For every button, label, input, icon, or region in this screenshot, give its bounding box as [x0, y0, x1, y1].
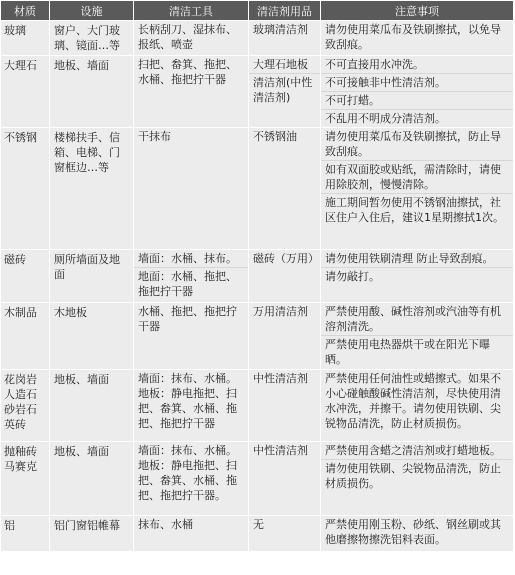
material-cell: 抛釉砖马赛克 — [4, 445, 37, 473]
header-notes: 注意事项 — [321, 1, 514, 21]
tools-cell: 长柄刮刀、湿抹布、报纸、喷壶 — [138, 23, 237, 51]
note-item: 请勿使用铁刷、尖锐物品清洗，防止 材质损伤。 — [325, 462, 501, 490]
table-row — [1, 442, 514, 516]
note-item: 请勿敲打。 — [325, 270, 380, 283]
tools-cell: 水桶、拖把、拖把拧干器 — [138, 305, 237, 333]
cleaner-cell: 清洁剂(中性清洁剂) — [253, 76, 313, 104]
table-row — [1, 303, 514, 370]
note-item: 施工期间暂勿使用不锈钢油擦拭，社区住户入住后，建议1星期擦拭1次。 — [325, 196, 504, 224]
table-row — [1, 516, 514, 552]
facility-cell: 厕所墙面及地面 — [54, 253, 120, 281]
header-facility: 设施 — [50, 1, 134, 21]
tools-cell: 抹布、水桶 — [138, 518, 193, 531]
tools-cell: 地面：水桶、拖把、拖把拧干器 — [138, 270, 237, 298]
tools-cell: 干抹布 — [138, 130, 171, 143]
note-item: 请勿使用菜瓜布及铁刷擦拭，防止导 致刮痕。 — [321, 128, 513, 161]
table-row — [1, 370, 514, 442]
note-item: 如有双面胶或贴纸，需清除时，请使用除胶剂，慢慢清除。 — [321, 161, 513, 194]
header-material: 材质 — [1, 1, 50, 21]
note-item: 不乱用不明成分清洁剂。 — [325, 112, 446, 125]
material-cell: 不锈钢 — [4, 131, 37, 144]
table-row — [1, 21, 514, 56]
note-item: 严禁使用酸、碱性溶剂或汽油等有机 溶剂清洗。 — [321, 303, 513, 336]
facility-cell: 木地板 — [54, 306, 87, 319]
table-row — [1, 128, 514, 250]
note-item: 请勿使用铁刷清理 防止导致刮痕。 — [321, 250, 513, 268]
note-item: 不可直接用水冲洗。 — [321, 56, 513, 74]
note-item: 严禁使用刚玉粉、砂纸、钢丝刷或其 他磨擦物擦洗铝料表面。 — [325, 518, 501, 546]
note-item: 严禁使用含蜡之清洁剂或打蜡地板。 — [321, 442, 513, 460]
table-row — [1, 250, 514, 303]
facility-cell: 铝门窗铝帷幕 — [54, 519, 120, 532]
facility-cell: 地板、墙面 — [54, 445, 109, 458]
cleaner-cell: 中性清洁剂 — [253, 372, 308, 385]
cleaner-cell: 万用清洁剂 — [253, 305, 308, 318]
cleaner-cell: 磁砖（万用） — [253, 252, 319, 265]
material-cell: 大理石 — [4, 59, 37, 72]
material-cell: 玻璃 — [4, 24, 26, 37]
tools-cell: 墙面：抹布、水桶。地板：静电拖把、扫把、畚箕、水桶、拖把、拖把拧干器。 — [138, 444, 237, 502]
tools-cell: 墙面：水桶、抹布。 — [134, 250, 248, 268]
note-item: 不可打蜡。 — [321, 92, 513, 110]
facility-cell: 地板、墙面 — [54, 373, 109, 386]
table-row — [1, 56, 514, 128]
material-cell: 铝 — [4, 519, 15, 532]
header-cleaner: 清洁剂用品 — [249, 1, 321, 21]
header-row — [1, 1, 514, 21]
material-cell: 磁砖 — [4, 253, 26, 266]
cleaner-cell: 无 — [253, 518, 264, 531]
material-cell: 花岗岩人造石砂岩石英砖 — [4, 373, 37, 431]
header-tools: 清洁工具 — [134, 1, 249, 21]
facility-cell: 地板、墙面 — [54, 59, 109, 72]
tools-cell: 墙面：抹布、水桶。地板：静电拖把、扫把、畚箕、水桶、拖把、拖把拧干器 — [138, 372, 237, 430]
cleaner-cell: 玻璃清洁剂 — [253, 23, 308, 36]
cleaner-cell: 中性清洁剂 — [253, 444, 308, 457]
material-cell: 木制品 — [4, 306, 37, 319]
facility-cell: 窗户、大门玻璃、镜面…等 — [54, 24, 120, 52]
note-item: 请勿使用菜瓜布及铁刷擦拭，以免导 致刮痕。 — [325, 23, 501, 51]
note-item: 不可接触非中性清洁剂。 — [321, 74, 513, 92]
facility-cell: 楼梯扶手、信箱、电梯、门窗框边…等 — [54, 131, 120, 174]
cleaner-cell: 大理石地板 — [249, 56, 320, 74]
cleaner-cell: 不锈钢油 — [253, 130, 297, 143]
note-item: 严禁使用电热器烘干或在阳光下曝晒。 — [325, 338, 490, 366]
tools-cell: 扫把、畚箕、拖把、水桶、拖把拧干器 — [138, 58, 237, 86]
note-item: 严禁使用任何油性或蜡擦式。如果不小心碰触酸碱性清洁剂，尽快使用清水冲洗，并擦干。请勿使用铁刷、尖锐物品清洗，防止材质损伤。 — [325, 372, 501, 430]
